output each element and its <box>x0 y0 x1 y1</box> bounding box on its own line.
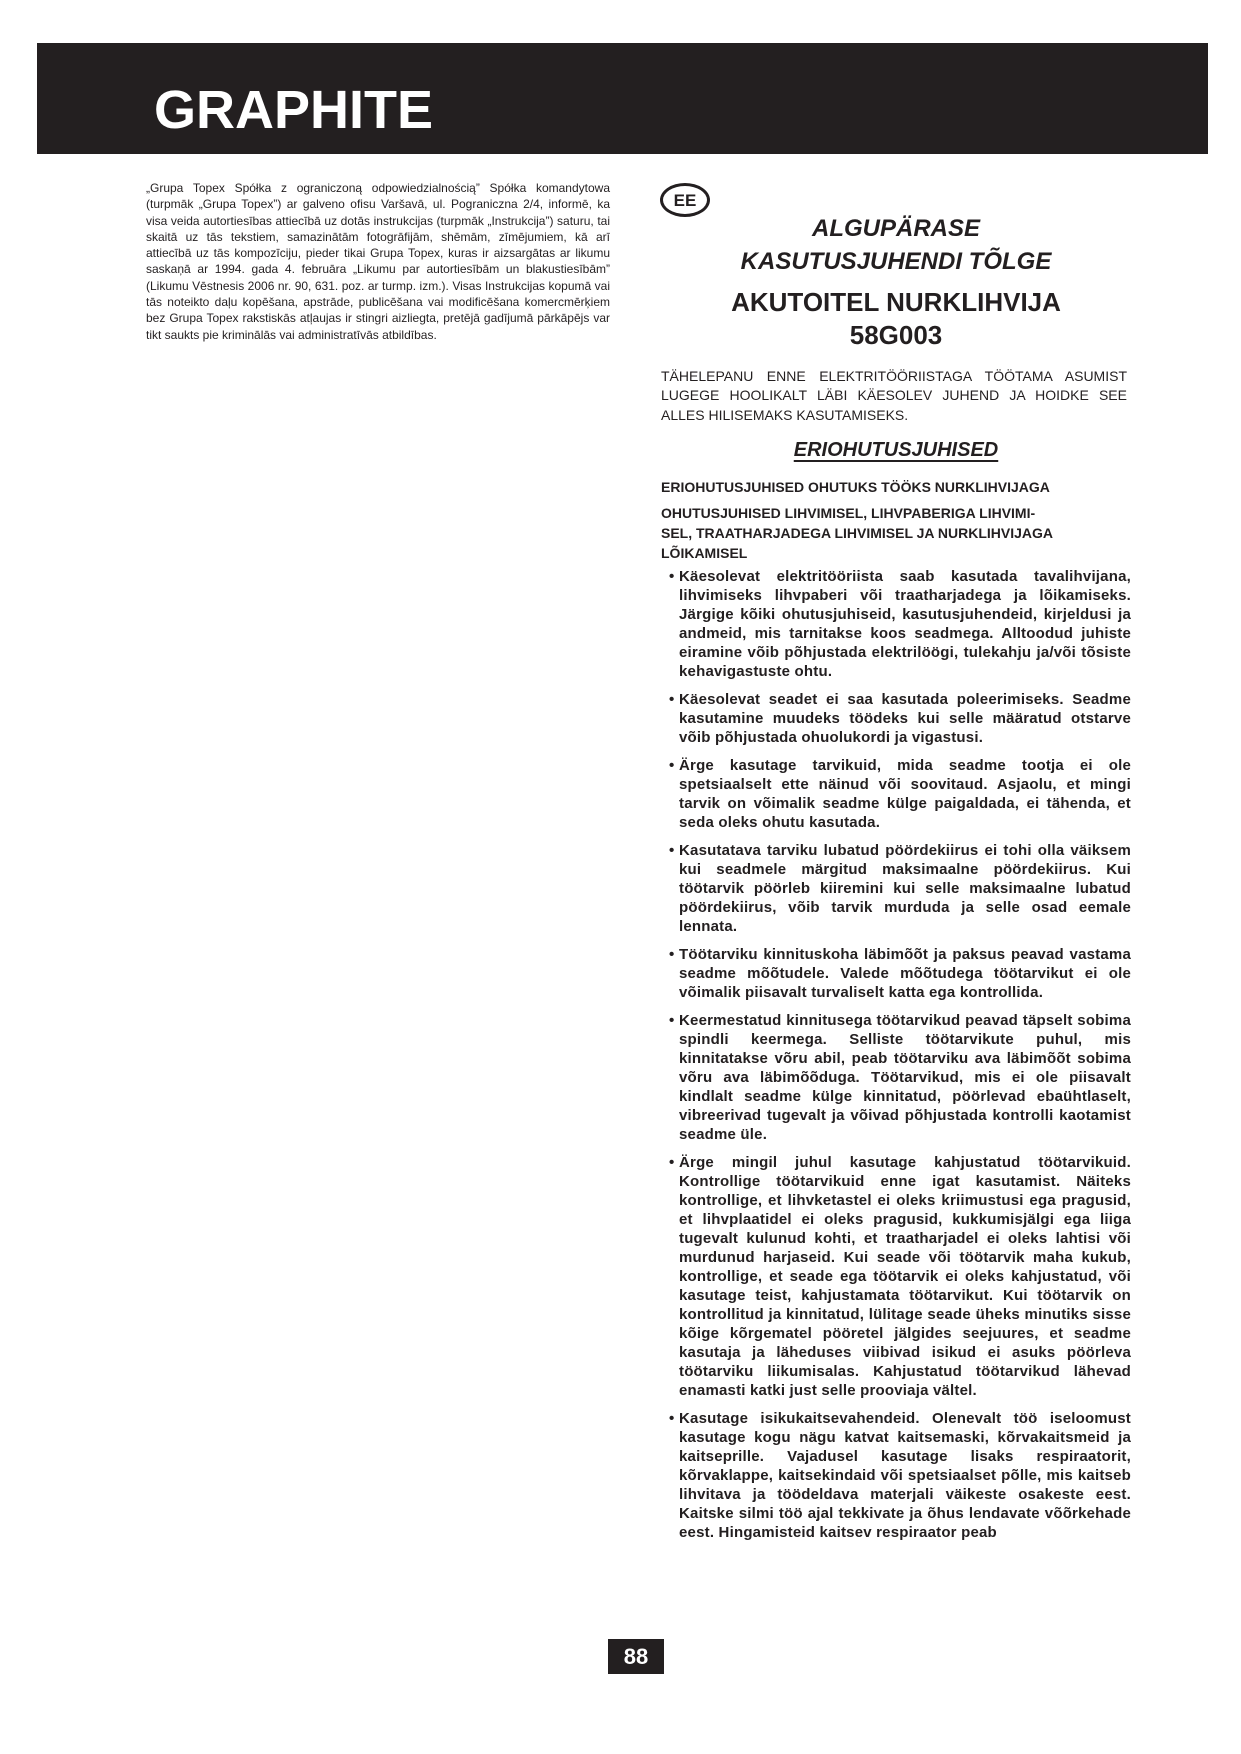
list-item: • Kasutatava tarviku lubatud pöördekiirus ei tohi olla väiksem kui seadmele märgitud maksimaalne pöördekiirus. Kui töötarvik pöörleb kiiremini kui selle maksimaalne lubatud pöördekiirus, võib tarvik murduda ja selle osad eemale lennata. <box>670 841 1131 936</box>
list-item: • Ärge mingil juhul kasutage kahjustatud töötarvikuid. Kontrollige töötarvikuid enne igat kasutamist. Näiteks kontrollige, et lihvketastel ei oleks kriimustusi ega pragusid, et lihvplaatidel ei oleks pragusid, kukkumisjälgi ega liiga tugevalt kulunud kohti, et traatharjadel ei oleks lahtisi või murdunud harjaseid. Kui seade või töötarvik maha kukub, kontrollige, et seade ega töötarvik ei oleks kahjustatud, või kasutage teist, kahjustamata töötarvikut. Kui töötarvik on kontrollitud ja kinnitatud, lülitage seade üheks minutiks sisse kõige kõrgematel pööretel jälgides seejuures, et seadme kasutaja ja läheduses viibivad isikud ei asuks pöörleva töötarviku liikumisalas. Kahjustatud töötarvikud lähevad enamasti katki just selle prooviaja vältel. <box>670 1153 1131 1400</box>
safety-warning-line: TÄHELEPANU ENNE ELEKTRITÖÖRIISTAGA TÖÖTAMA ASUMIST <box>661 368 1127 384</box>
subheading-grinding-safety <box>661 503 1131 563</box>
product-model: 58G003 <box>849 320 943 350</box>
translation-title-line-2: KASUTUSJUHENDI TÕLGE <box>740 248 1052 275</box>
brand-logo: GRAPHITE <box>154 80 434 140</box>
list-item: • Keermestatud kinnitusega töötarvikud peavad täpselt sobima spindli keermega. Selliste töötarvikute puhul, mis kinnitatakse võru abil, peab töötarviku ava läbimõõt sobima võru ava läbimõõduga. Töötarvikud, mis ei ole piisavalt kindlalt seadme külge kinnitatud, pöörlevad ebaühtlaselt, vibreerivad tugevalt ja võivad põhjustada kontrolli kaotamist seadme üle. <box>670 1011 1131 1144</box>
safety-warning-line: ALLES HILISEMAKS KASUTAMISEKS. <box>661 406 909 423</box>
subheading-line: LÕIKAMISEL <box>661 545 748 561</box>
section-title: ERIOHUTUSJUHISED <box>793 439 999 461</box>
page-number: 88 <box>608 1639 664 1674</box>
translation-title <box>661 212 1131 278</box>
list-item: • Töötarviku kinnituskoha läbimõõt ja paksus peavad vastama seadme mõõtudele. Valede mõõtudega töötarvikut ei ole võimalik piisavalt turvaliselt katta ega kontrollida. <box>670 945 1131 1002</box>
safety-warning <box>661 367 1127 425</box>
list-item: • Kasutage isikukaitsevahendeid. Olenevalt töö iseloomust kasutage kogu nägu katvat kaitsemaski, kõrvakaitsmeid ja kaitseprille. Vajadusel kasutage lisaks respiraatorit, kõrvaklappe, kaitsekindaid või spetsiaalset põlle, mis kaitseb lihvitava ja töödeldava materjali väikeste osakeste eest. Kaitske silmi töö ajal tekkivate ja õhus lendavate võõrkehade eest. Hingamisteid kaitsev respiraator peab <box>670 1409 1131 1542</box>
list-item: • Ärge kasutage tarvikuid, mida seadme tootja ei ole spetsiaalselt ette näinud või soovitaud. Asjaolu, et mingi tarvik on võimalik seadme külge paigaldada, ei tähenda, et seda oleks ohutu kasutada. <box>670 756 1131 832</box>
list-item: • Käesolevat seadet ei saa kasutada poleerimiseks. Seadme kasutamine muudeks töödeks kui selle määratud otstarve võib põhjustada ohuolukordi ja vigastusi. <box>670 690 1131 747</box>
subheading-line: OHUTUSJUHISED LIHVIMISEL, LIHVPABERIGA LIHVIMI- <box>661 505 1036 521</box>
list-item: • Käesolevat elektritööriista saab kasutada tavalihvijana, lihvimiseks lihvpaberi või traatharjadega ja lõikamiseks. Järgige kõiki ohutusjuhiseid, kasutusjuhendeid, kirjeldusi ja andmeid, mis tarnitakse koos seadmega. Alltoodud juhiste eiramine võib põhjustada elektrilöögi, tulekahju ja/või tõsiste kehavigastuste ohtu. <box>670 567 1131 681</box>
safety-bullet-list <box>670 567 1131 1551</box>
subheading-specific-safety: ERIOHUTUSJUHISED OHUTUKS TÖÖKS NURKLIHVIJAGA <box>661 479 1050 495</box>
language-badge: EE <box>660 183 710 217</box>
header-bar <box>37 43 1208 154</box>
copyright-notice: „Grupa Topex Spółka z ograniczoną odpowiedzialnością” Spółka komandytowa (turpmāk „Grupa Topex”) ar galveno ofisu Varšavā, ul. Pograniczna 2/4, informē, ka visa veida autortiesības attiecībā uz dotās instrukcijas (turpmāk „Instrukcija”) saturu, tai skaitā uz tās tekstiem, samazinātām fotogrāfijām, shēmām, zīmējumiem, kā arī attiecībā uz tās kompozīciju, pieder tikai Grupa Topex, kuras ir aizsargātas ar likumu saskaņā ar 1994. gada 4. februāra „Likumu par autortiesībām un blakustiesībām” (Likumu Vēstnesis 2006 nr. 90, 631. poz. ar turmp. izm.). Visas Instrukcijas kopumā vai tās noteikto daļu kopēšana, apstrāde, publicēšana vai modificēšana komercmērķiem bez Grupa Topex rakstiskās atļaujas ir stingri aizliegta, pretējā gadījumā pārkāpējs var tikt saukts pie kriminālās vai administratīvās atbildības. <box>146 181 610 342</box>
product-name: AKUTOITEL NURKLIHVIJA <box>731 287 1061 317</box>
translation-title-line-1: ALGUPÄRASE <box>811 215 980 242</box>
safety-warning-line: LUGEGE HOOLIKALT LÄBI KÄESOLEV JUHEND JA HOIDKE SEE <box>661 387 1127 404</box>
product-title <box>661 286 1131 352</box>
subheading-line: SEL, TRAATHARJADEGA LIHVIMISEL JA NURKLIHVIJAGA <box>661 525 1054 541</box>
